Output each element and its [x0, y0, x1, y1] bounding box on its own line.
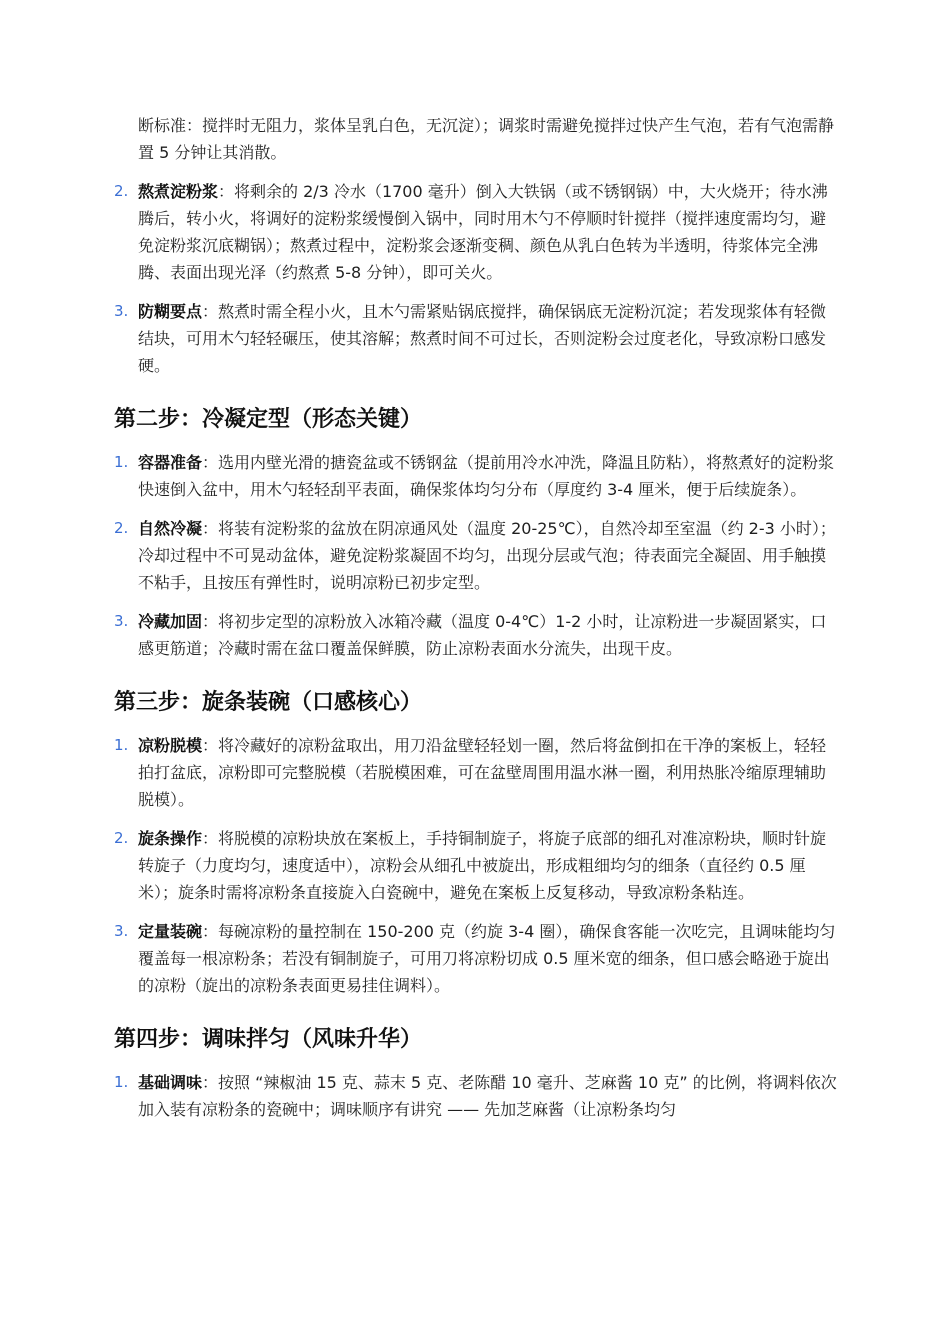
- item-text: ：每碗凉粉的量控制在 150-200 克（约旋 3-4 圈），确保食客能一次吃完，且调味能均匀覆盖每一根凉粉条；若没有铜制旋子，可用刀将凉粉切成 0.5 厘米宽的细条，但口感会略逊于旋出的凉粉（旋出的凉粉条表面更易挂住调料）。: [138, 922, 836, 995]
- list-item: [114, 449, 838, 503]
- list-number: 3.: [114, 922, 129, 940]
- item-title: 容器准备: [138, 453, 203, 472]
- list-number: 1.: [114, 736, 129, 754]
- list-number: 3.: [114, 302, 129, 320]
- item-title: 凉粉脱模: [138, 736, 203, 755]
- item-text: ：熬煮时需全程小火，且木勺需紧贴锅底搅拌，确保锅底无淀粉沉淀；若发现浆体有轻微结块，可用木勺轻轻碾压，使其溶解；熬煮时间不可过长，否则淀粉会过度老化，导致凉粉口感发硬。: [138, 302, 827, 375]
- continued-paragraph: 断标准：搅拌时无阻力，浆体呈乳白色，无沉淀）；调浆时需避免搅拌过快产生气泡，若有气泡需静置 5 分钟让其消散。: [138, 116, 835, 162]
- list-item: [114, 918, 838, 999]
- list-item: [114, 732, 838, 813]
- list-number: 2.: [114, 829, 129, 847]
- item-title: 冷藏加固: [138, 612, 203, 631]
- document-content: [114, 112, 838, 1123]
- list-number: 2.: [114, 182, 129, 200]
- list-item: [114, 1069, 838, 1123]
- section-heading-step3: 第三步：旋条装碗（口感核心）: [114, 690, 423, 715]
- item-text: ：将脱模的凉粉块放在案板上，手持铜制旋子，将旋子底部的细孔对准凉粉块，顺时针旋转旋子（力度均匀，速度适中），凉粉会从细孔中被旋出，形成粗细均匀的细条（直径约 0.5 厘米）；旋条时需将凉粉条直接旋入白瓷碗中，避免在案板上反复移动，导致凉粉条粘连。: [138, 829, 827, 902]
- list-item: [114, 178, 838, 286]
- section-heading-step2: 第二步：冷凝定型（形态关键）: [114, 407, 423, 432]
- list-number: 1.: [114, 1073, 129, 1091]
- list-number: 2.: [114, 519, 129, 537]
- list-number: 1.: [114, 453, 129, 471]
- step1-list: [114, 178, 838, 379]
- item-title: 防糊要点: [138, 302, 203, 321]
- section-heading-step4: 第四步：调味拌匀（风味升华）: [114, 1027, 423, 1052]
- list-item: [114, 298, 838, 379]
- item-title: 基础调味: [138, 1073, 203, 1092]
- item-text: ：将剩余的 2/3 冷水（1700 毫升）倒入大铁锅（或不锈钢锅）中，大火烧开；待水沸腾后，转小火，将调好的淀粉浆缓慢倒入锅中，同时用木勺不停顺时针搅拌（搅拌速度需均匀，避免淀粉浆沉底糊锅）；熬煮过程中，淀粉浆会逐渐变稠、颜色从乳白色转为半透明，待浆体完全沸腾、表面出现光泽（约熬煮 5-8 分钟），即可关火。: [138, 182, 828, 282]
- step2-list: [114, 449, 838, 662]
- step3-list: [114, 732, 838, 999]
- item-text: ：将初步定型的凉粉放入冰箱冷藏（温度 0-4℃）1-2 小时，让凉粉进一步凝固紧实，口感更筋道；冷藏时需在盆口覆盖保鲜膜，防止凉粉表面水分流失，出现干皮。: [138, 612, 827, 658]
- item-title: 熬煮淀粉浆: [138, 182, 219, 201]
- list-item: [114, 515, 838, 596]
- item-text: ：将冷藏好的凉粉盆取出，用刀沿盆壁轻轻划一圈，然后将盆倒扣在干净的案板上，轻轻拍打盆底，凉粉即可完整脱模（若脱模困难，可在盆壁周围用温水淋一圈，利用热胀冷缩原理辅助脱模）。: [138, 736, 827, 809]
- item-title: 自然冷凝: [138, 519, 203, 538]
- item-title: 定量装碗: [138, 922, 203, 941]
- item-text: ：将装有淀粉浆的盆放在阴凉通风处（温度 20-25℃），自然冷却至室温（约 2-3 小时）；冷却过程中不可晃动盆体，避免淀粉浆凝固不均匀，出现分层或气泡；待表面完全凝固、用手触摸不粘手，且按压有弹性时，说明凉粉已初步定型。: [138, 519, 836, 592]
- list-item: [114, 608, 838, 662]
- item-text: ：按照 “辣椒油 15 克、蒜末 5 克、老陈醋 10 毫升、芝麻酱 10 克” 的比例，将调料依次加入装有凉粉条的瓷碗中；调味顺序有讲究 —— 先加芝麻酱（让凉粉条均匀: [138, 1073, 837, 1119]
- step4-list: [114, 1069, 838, 1123]
- list-number: 3.: [114, 612, 129, 630]
- item-text: ：选用内壁光滑的搪瓷盆或不锈钢盆（提前用冷水冲洗，降温且防粘），将熬煮好的淀粉浆快速倒入盆中，用木勺轻轻刮平表面，确保浆体均匀分布（厚度约 3-4 厘米，便于后续旋条）。: [138, 453, 835, 499]
- list-item: [114, 825, 838, 906]
- item-title: 旋条操作: [138, 829, 203, 848]
